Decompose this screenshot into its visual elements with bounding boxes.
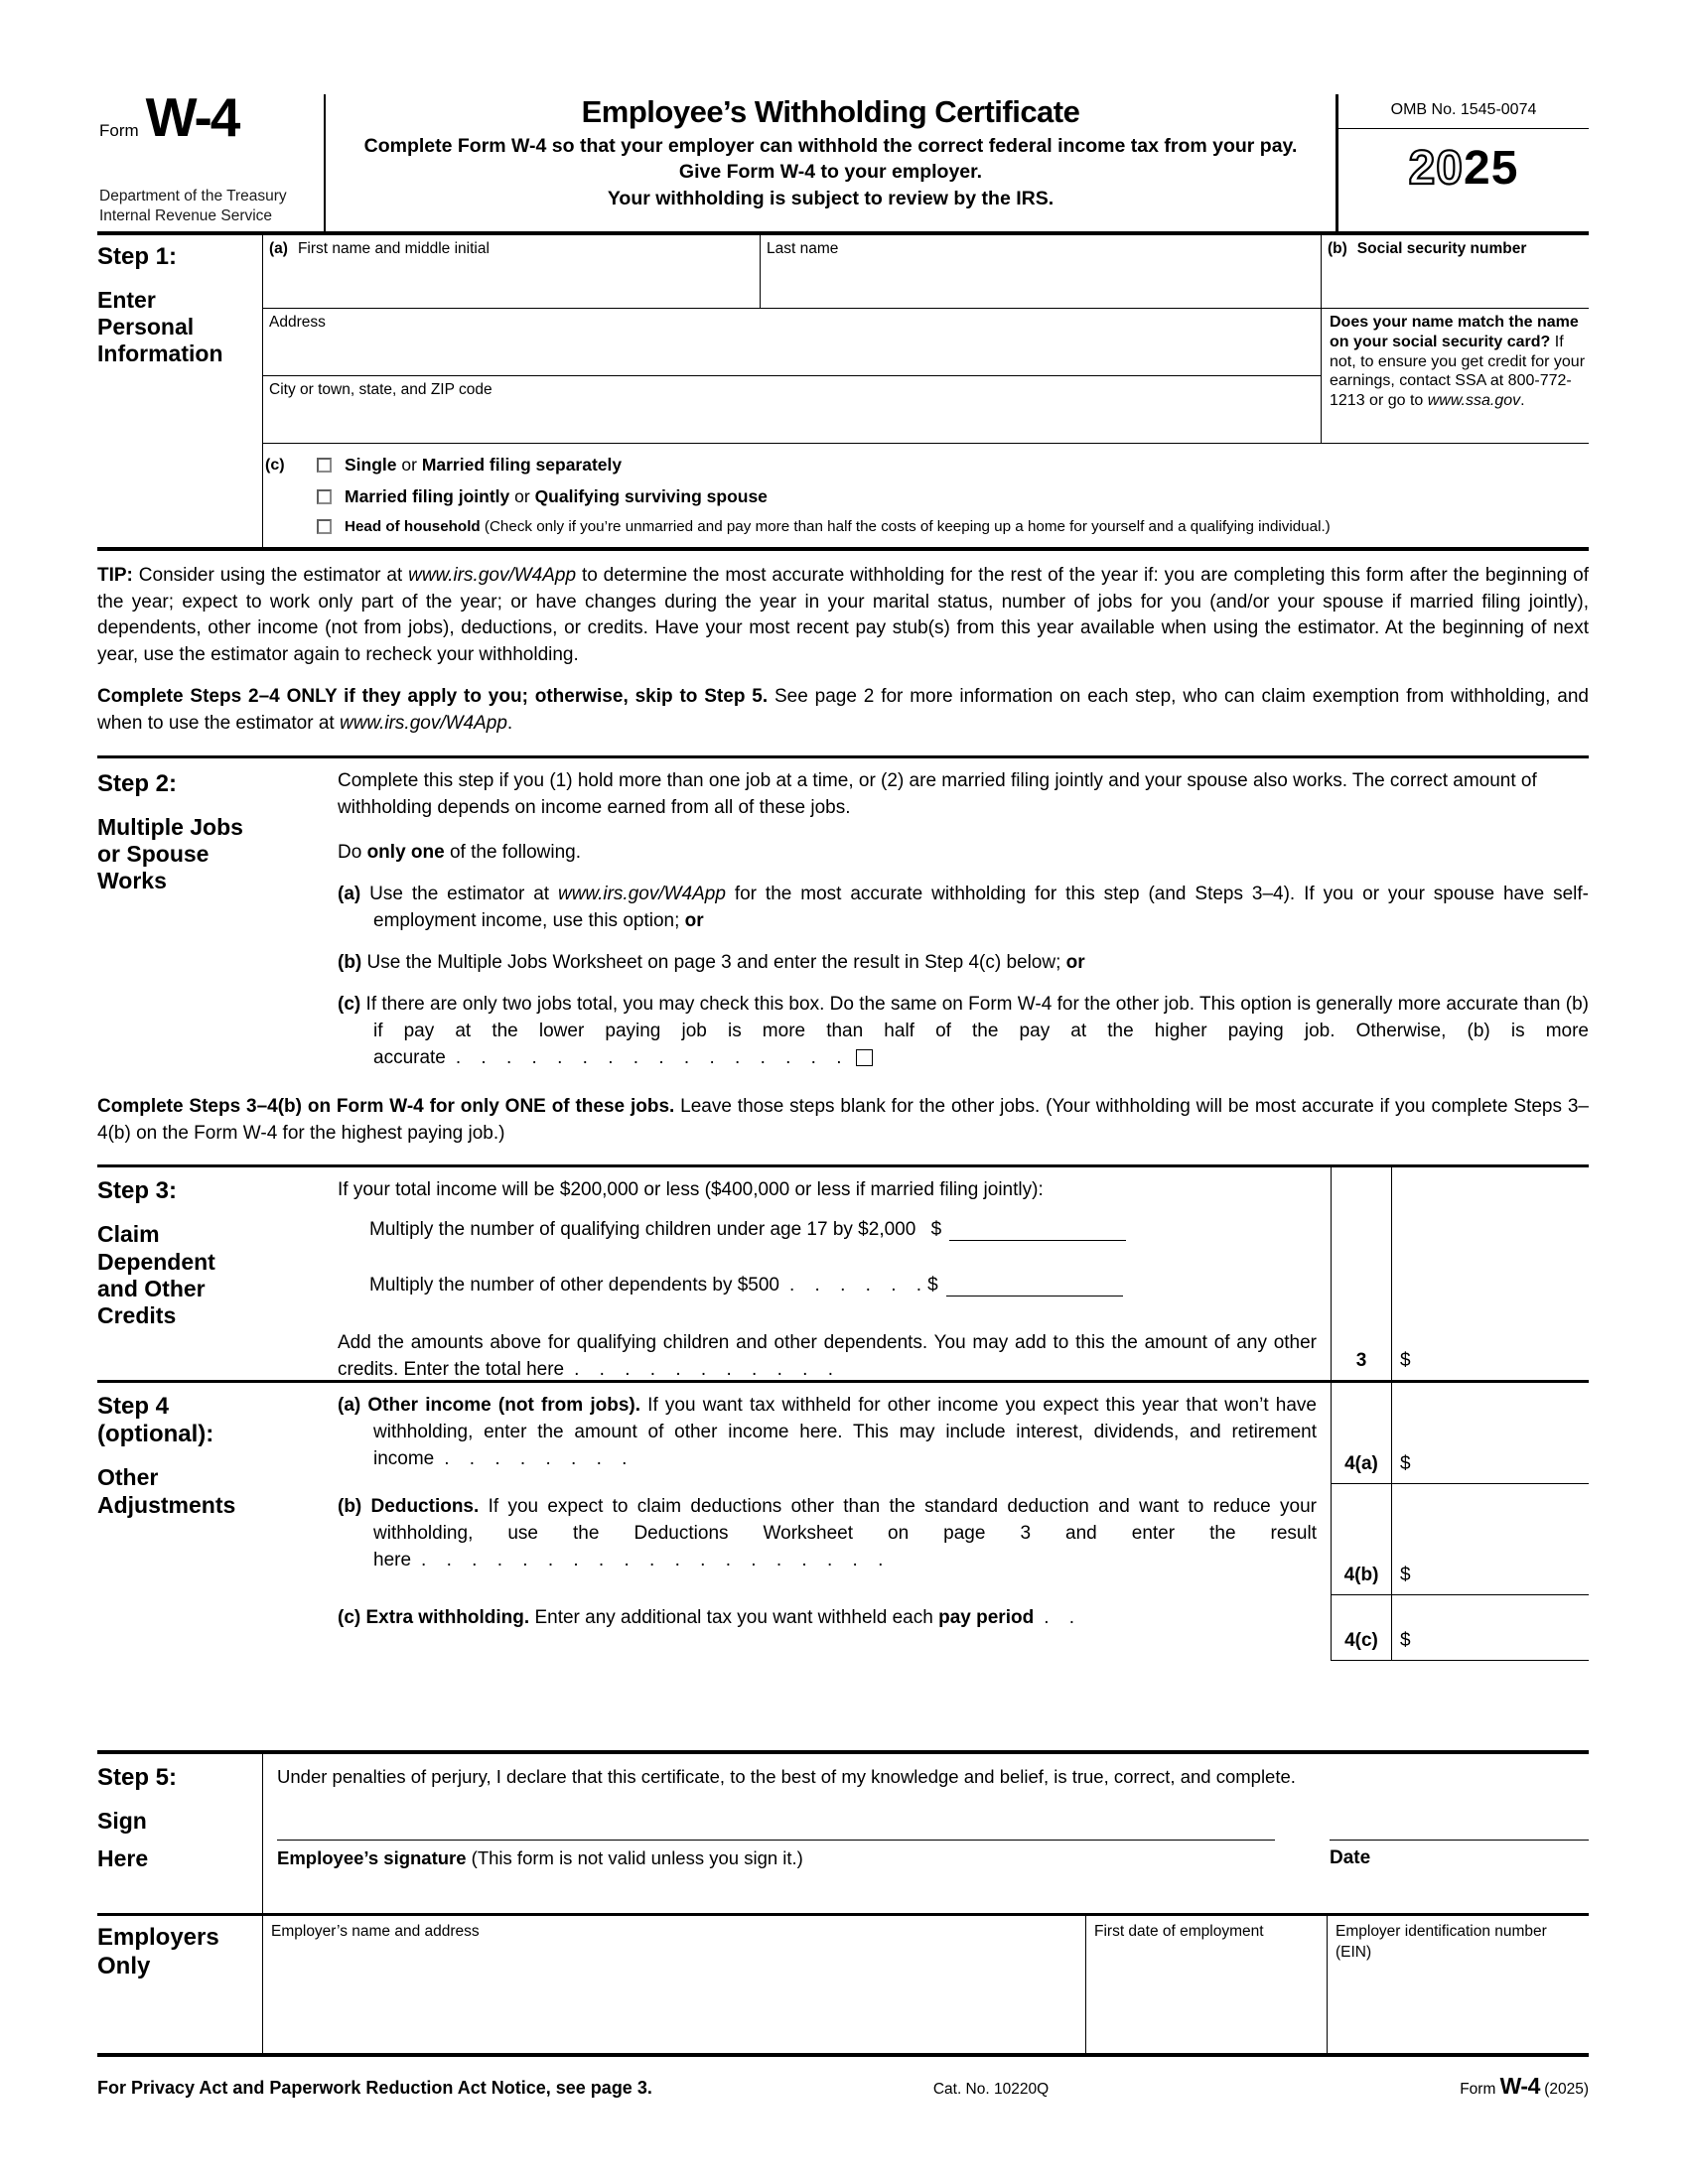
first-date-label: First date of employment bbox=[1094, 1923, 1264, 1941]
form-number-big: W-4 bbox=[145, 86, 239, 148]
dotted-leader: . . . . . . . . . . . bbox=[574, 1359, 833, 1381]
ssn-name-match-note: Does your name match the name on your social security card? If not, to ensure you get credit for your earnings, contact SSA at 800-772-1213 or go to www.ssa.gov. bbox=[1321, 309, 1589, 444]
dotted-leader: . . . . . . bbox=[789, 1275, 922, 1297]
step4-section bbox=[97, 1383, 1589, 1754]
form-subtitle-2: Give Form W-4 to your employer. bbox=[678, 161, 983, 184]
step5-title: Step 5: bbox=[97, 1764, 178, 1792]
total-credits-amount-field[interactable] bbox=[1391, 1320, 1589, 1380]
ein-field[interactable] bbox=[1327, 1916, 1589, 2053]
head-of-household-label: Head of household (Check only if you’re unmarried and pay more than half the costs of keeping up a home for yourself and a qualifying individual.) bbox=[345, 518, 1331, 535]
step4a-line-number: 4(a) bbox=[1331, 1383, 1391, 1484]
tip-block bbox=[97, 551, 1589, 674]
filing-status-row-1 bbox=[265, 455, 1589, 476]
step5-section bbox=[97, 1754, 1589, 1916]
filing-status-row-2 bbox=[265, 486, 1589, 507]
dollar-sign: $ bbox=[930, 1219, 942, 1241]
step3-dollarcol-spacer bbox=[1391, 1167, 1589, 1207]
form-footer bbox=[97, 2057, 1589, 2100]
form-word: Form bbox=[99, 121, 139, 140]
step5-subtitle-here: Here bbox=[97, 1844, 149, 1871]
tax-year-bold: 25 bbox=[1464, 142, 1519, 195]
step3-numcol-spacer bbox=[1331, 1207, 1391, 1263]
two-jobs-checkbox[interactable] bbox=[856, 1049, 873, 1066]
filing-status-row-3 bbox=[265, 518, 1589, 535]
step2-option-a: (a) Use the estimator at www.irs.gov/W4App for the most accurate withholding for this step (and Steps 3–4). If you or your spouse have self-employment income, use this option; or bbox=[338, 884, 1589, 932]
deductions-amount-field[interactable] bbox=[1391, 1484, 1589, 1595]
step4c-line-number: 4(c) bbox=[1331, 1595, 1391, 1661]
first-date-employment-field[interactable] bbox=[1085, 1916, 1327, 2053]
step2-section bbox=[97, 758, 1589, 1081]
last-name-field[interactable] bbox=[760, 235, 1321, 309]
signature-row bbox=[277, 1840, 1589, 1869]
privacy-act-notice: For Privacy Act and Paperwork Reduction Act Notice, see page 3. bbox=[97, 2078, 652, 2099]
step3-numcol-spacer bbox=[1331, 1167, 1391, 1207]
step4b-text: (b) Deductions. If you expect to claim deductions other than the standard deduction and want to reduce your withholding, use the Deductions Worksheet on page 3 and enter the result here . . . . . . . . . . . . . . . . . . . bbox=[338, 1496, 1317, 1570]
single-or-mfs-checkbox[interactable] bbox=[317, 458, 332, 473]
filing-status-options bbox=[263, 444, 1589, 547]
date-label: Date bbox=[1330, 1847, 1371, 1869]
city-label: City or town, state, and ZIP code bbox=[269, 381, 492, 398]
other-income-amount-field[interactable] bbox=[1391, 1383, 1589, 1484]
extra-withholding-amount-field[interactable] bbox=[1391, 1595, 1589, 1661]
catalog-number: Cat. No. 10220Q bbox=[932, 2081, 1050, 2099]
step3-section bbox=[97, 1167, 1589, 1383]
step4-subtitle: Other Adjustments bbox=[97, 1464, 236, 1518]
step3-dollarcol-spacer bbox=[1391, 1263, 1589, 1320]
step2-do-line: Do only one of the following. bbox=[338, 841, 582, 863]
irs-line: Internal Revenue Service bbox=[99, 207, 273, 225]
agency-block bbox=[99, 187, 324, 226]
step4-label-block bbox=[97, 1383, 338, 1750]
dollar-sign: $ bbox=[927, 1275, 938, 1297]
form-header bbox=[97, 86, 1589, 235]
step5-subtitle-sign: Sign bbox=[97, 1808, 147, 1835]
mfj-or-qss-checkbox[interactable] bbox=[317, 489, 332, 504]
step3-total-line bbox=[338, 1320, 1331, 1380]
steps-2-4-note-block bbox=[97, 674, 1589, 757]
form-subtitle-1: Complete Form W-4 so that your employer can withhold the correct federal income tax from your pay. bbox=[363, 135, 1298, 157]
dotted-leader: . . bbox=[1044, 1607, 1075, 1629]
dollar-sign: $ bbox=[1400, 1453, 1411, 1475]
ssn-field[interactable] bbox=[1321, 235, 1589, 309]
step2-title: Step 2: bbox=[97, 769, 178, 797]
children-amount-line[interactable] bbox=[949, 1221, 1126, 1242]
page-title: Employee’s Withholding Certificate bbox=[581, 94, 1080, 129]
footer-form-number: W-4 bbox=[1499, 2073, 1540, 2100]
form-subtitle-3: Your withholding is subject to review by the IRS. bbox=[607, 187, 1055, 209]
dotted-leader: . . . . . . . . . . . . . . . . bbox=[455, 1047, 842, 1069]
first-name-label: First name and middle initial bbox=[297, 240, 490, 257]
footer-form-word: Form bbox=[1460, 2081, 1496, 2099]
signature-label: Employee’s signature (This form is not valid unless you sign it.) bbox=[277, 1847, 803, 1869]
omb-number: OMB No. 1545-0074 bbox=[1338, 94, 1589, 129]
address-label: Address bbox=[269, 314, 326, 331]
form-number bbox=[99, 86, 324, 148]
dependents-amount-line[interactable] bbox=[946, 1277, 1123, 1297]
last-name-label: Last name bbox=[767, 240, 839, 257]
step2-label-block bbox=[97, 768, 338, 1073]
form-number-block bbox=[97, 86, 324, 231]
dotted-leader: . . . . . . . . . . . . . . . . . . . bbox=[421, 1549, 884, 1570]
dollar-sign: $ bbox=[1400, 1565, 1411, 1586]
date-line[interactable] bbox=[1330, 1840, 1589, 1869]
children-line-text: Multiply the number of qualifying children under age 17 by $2,000 bbox=[369, 1219, 916, 1241]
step4-title: Step 4 bbox=[97, 1393, 170, 1421]
filing-status-tag: (c) bbox=[265, 456, 285, 474]
step3-label-block bbox=[97, 1167, 338, 1380]
tax-year bbox=[1338, 141, 1589, 196]
step4-title-2: (optional): bbox=[97, 1421, 214, 1448]
steps-2-4-note: Complete Steps 2–4 ONLY if they apply to you; otherwise, skip to Step 5. See page 2 for more information on each step, who can claim exemption from withholding, and when to use the estimator at www.irs.gov/W4App. bbox=[97, 686, 1589, 734]
tax-year-outline: 20 bbox=[1408, 142, 1464, 195]
step4b-line-number: 4(b) bbox=[1331, 1484, 1391, 1595]
step3-intro: If your total income will be $200,000 or less ($400,000 or less if married filing jointly): bbox=[338, 1179, 1044, 1201]
footer-form-year: (2025) bbox=[1544, 2081, 1589, 2099]
head-of-household-checkbox[interactable] bbox=[317, 519, 332, 534]
step4-bottom-spacer bbox=[338, 1661, 1589, 1750]
first-name-tag: (a) bbox=[269, 240, 288, 257]
form-title-block bbox=[324, 94, 1338, 231]
dept-line: Department of the Treasury bbox=[99, 188, 287, 205]
ein-label: Employer identification number (EIN) bbox=[1336, 1923, 1547, 1961]
step3-children-line bbox=[338, 1207, 1331, 1263]
employer-name-address-field[interactable] bbox=[263, 1916, 1085, 2053]
step4a-text: (a) Other income (not from jobs). If you want tax withheld for other income you expect this year that won’t have withholding, enter the amount of other income here. This may include interest, dividends, and retirement income . . . . . . . . bbox=[338, 1395, 1317, 1469]
step1-label-block bbox=[97, 235, 263, 547]
mfj-or-qss-label: Married filing jointly or Qualifying surviving spouse bbox=[345, 486, 768, 506]
step2-content bbox=[338, 768, 1589, 1073]
city-state-zip-field[interactable] bbox=[263, 376, 1321, 444]
first-name-field[interactable] bbox=[263, 235, 760, 309]
step3-dollarcol-spacer bbox=[1391, 1207, 1589, 1263]
single-or-mfs-label: Single or Married filing separately bbox=[345, 455, 623, 475]
steps-3-4b-note-block bbox=[97, 1080, 1589, 1167]
dependents-line-text: Multiply the number of other dependents by $500 bbox=[369, 1275, 779, 1297]
total-line-text: Add the amounts above for qualifying children and other dependents. You may add to this the amount of any other credits. Enter the total here bbox=[338, 1332, 1317, 1381]
employee-signature-line[interactable] bbox=[277, 1840, 1275, 1869]
employer-name-label: Employer’s name and address bbox=[271, 1923, 480, 1941]
address-field[interactable] bbox=[263, 309, 1321, 376]
step1-title: Step 1: bbox=[97, 243, 178, 270]
dotted-leader: . . . . . . . . bbox=[444, 1447, 628, 1469]
dollar-sign: $ bbox=[1400, 1350, 1411, 1372]
employers-only-section bbox=[97, 1916, 1589, 2057]
step1-subtitle: Enter Personal Information bbox=[97, 287, 223, 367]
tip-paragraph: TIP: Consider using the estimator at www.irs.gov/W4App to determine the most accurate withholding for the rest of the year if: you are completing this form after the beginning of the year; expect to work only part of the year; or have changes during the year in your marital status, number of jobs for you (and/or your spouse if married filing jointly), dependents, other income (not from jobs), deductions, or credits. Have your most recent pay stub(s) from this year available when using the estimator. At the beginning of next year, use the estimator again to recheck your withholding. bbox=[97, 565, 1589, 665]
signature-date-gap bbox=[1275, 1840, 1330, 1869]
omb-year-block bbox=[1338, 94, 1589, 231]
steps-3-4b-note: Complete Steps 3–4(b) on Form W-4 for only ONE of these jobs. Leave those steps blank for the other jobs. (Your withholding will be most accurate if you complete Steps 3–4(b) on the Form W-4 for the highest paying job.) bbox=[97, 1096, 1589, 1144]
dollar-sign: $ bbox=[1400, 1630, 1411, 1652]
step5-content bbox=[263, 1754, 1589, 1913]
step5-label-block bbox=[97, 1754, 263, 1913]
step2-option-c-text: (c) If there are only two jobs total, you may check this box. Do the same on Form W-4 for the other job. This option is generally more accurate than (b) if pay at the lower paying job is more than half of the pay at the higher paying job. Otherwise, (b) is more accurate bbox=[338, 994, 1589, 1069]
ssn-tag: (b) bbox=[1328, 240, 1347, 257]
step3-subtitle: Claim Dependent and Other Credits bbox=[97, 1221, 215, 1328]
step2-option-c bbox=[338, 992, 1589, 1072]
step3-title: Step 3: bbox=[97, 1177, 178, 1205]
employers-only-label: Employers Only bbox=[97, 1916, 263, 2053]
step3-dependents-line bbox=[338, 1263, 1331, 1320]
footer-form-id bbox=[1130, 2073, 1589, 2100]
perjury-statement: Under penalties of perjury, I declare that this certificate, to the best of my knowledge and belief, is true, correct, and complete. bbox=[277, 1766, 1296, 1788]
step4c-text: (c) Extra withholding. Enter any additional tax you want withheld each pay period . . bbox=[338, 1607, 1075, 1629]
step2-option-b: (b) Use the Multiple Jobs Worksheet on page 3 and enter the result in Step 4(c) below; or bbox=[338, 952, 1085, 974]
ssn-label: Social security number bbox=[1356, 240, 1527, 257]
step2-intro: Complete this step if you (1) hold more than one job at a time, or (2) are married filing jointly and your spouse also works. The correct amount of withholding depends on income earned from all of these jobs. bbox=[338, 769, 1537, 818]
step3-numcol-spacer bbox=[1331, 1263, 1391, 1320]
step3-line-number: 3 bbox=[1331, 1320, 1391, 1380]
step2-subtitle: Multiple Jobs or Spouse Works bbox=[97, 813, 243, 893]
step1-section bbox=[97, 235, 1589, 551]
